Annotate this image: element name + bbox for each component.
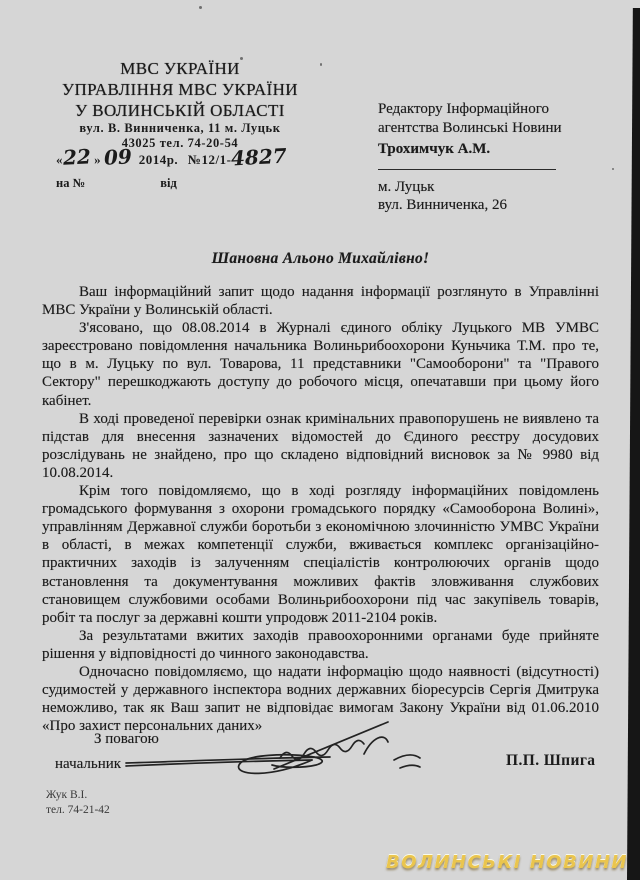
body-paragraph: Крім того повідомляємо, що в ході розгляду інформаційних повідомлень громадського формування з охорони громадського порядку «Самооборона Волині», управлінням Державної служби боротьби з економічною злочинністю УМВС України в області, в межах компетенції служби, вживається комплекс організаційно-практичних заходів із залученням спеціалістів контролюючих органів щодо встановлення та документування можливих фактів зловживання службових становищем службовими особами Волиньрибоохорони під час закупівель товарів, робіт та послуг за державні кошти упродовж 2011-2104 років. (42, 483, 599, 626)
letterhead (46, 58, 314, 151)
org-phone: 43025 тел. 74-20-54 (121, 136, 239, 150)
signer-name: П.П. Шпига (506, 752, 596, 769)
news-agency-watermark: ВОЛИНСЬКІ НОВИНИ (386, 852, 628, 873)
org-name-line2: УПРАВЛІННЯ МВС УКРАЇНИ (62, 80, 298, 99)
reply-no-label: на № (56, 176, 86, 190)
executor-block (46, 788, 110, 818)
executor-name: Жук В.І. (46, 789, 88, 801)
signer-title: начальник (55, 756, 122, 772)
ref-year: 2014р. (138, 152, 179, 167)
body-paragraph: Одночасно повідомляємо, що надати інформацію щодо наявності (відсутності) судимостей у державного інспектора водних державних біоресурсів Сергія Дмитрука неможливо, так як Ваш запит не відповідає вимогам Закону України від 01.06.2010 «Про захист персональних даних» (42, 663, 599, 735)
ref-month-handwritten: 09 (103, 144, 133, 170)
body-paragraph: В ході проведеної перевірки ознак кримінальних правопорушень не виявлено та підстав для внесення зазначених відомостей до Єдиного реєстру досудових розслідувань не знайдено, про що складено відповідний висновок за № 9980 від 10.08.2014. (42, 410, 599, 481)
addressee-name: Трохимчук А.М. (378, 141, 491, 157)
reply-from-label: від (160, 176, 177, 190)
body-paragraph: З'ясовано, що 08.08.2014 в Журналі єдиного обліку Луцького МВ УМВС зареєстровано повідомлення начальника Волиньрибоохорони Куньчика Т.М. про те, що в м. Луцьку по вул. Товарова, 11 представники "Самооборони" та "Правого Сектору" перешкоджають доступу до робочого місця, опечатавши при цьому його кабінет. (42, 320, 599, 409)
org-address: вул. В. Винниченка, 11 м. Луцьк (79, 121, 281, 135)
addressee-street: вул. Винниченка, 26 (378, 197, 507, 213)
addressee-line1: Редактору Інформаційного (378, 101, 549, 117)
body-paragraph: За результатами вжитих заходів правоохоронними органами буде прийняте рішення у відповідності до чинного законодавства. (42, 627, 599, 662)
scan-speck (199, 6, 202, 9)
addressee-divider (378, 169, 556, 170)
ref-close-quote: » (94, 152, 102, 167)
ref-day-handwritten: 22 (62, 144, 92, 170)
scan-speck (612, 168, 614, 170)
executor-phone: тел. 74-21-42 (46, 804, 110, 816)
letter-body (42, 283, 599, 735)
ref-open-quote: « (56, 152, 63, 167)
reply-reference-line (56, 176, 177, 191)
org-name-line3: У ВОЛИНСЬКІЙ ОБЛАСТІ (75, 101, 285, 120)
body-paragraph: Ваш інформаційний запит щодо надання інформації розглянуто в Управлінні МВС України у Волинській області. (42, 284, 599, 319)
signature-autograph (122, 716, 432, 780)
org-name-line1: МВС УКРАЇНИ (120, 59, 240, 78)
salutation: Шановна Альоно Михайлівно! (211, 250, 430, 267)
ref-number-handwritten: 4827 (230, 143, 288, 171)
closing-phrase: З повагою (94, 731, 159, 747)
addressee-block (378, 100, 588, 215)
scan-speck (320, 63, 322, 66)
addressee-city: м. Луцьк (378, 178, 435, 195)
addressee-line2: агентства Волинські Новини (378, 119, 562, 136)
scan-edge-strip (627, 8, 640, 880)
ref-number-prefix: №12/1- (187, 152, 232, 167)
